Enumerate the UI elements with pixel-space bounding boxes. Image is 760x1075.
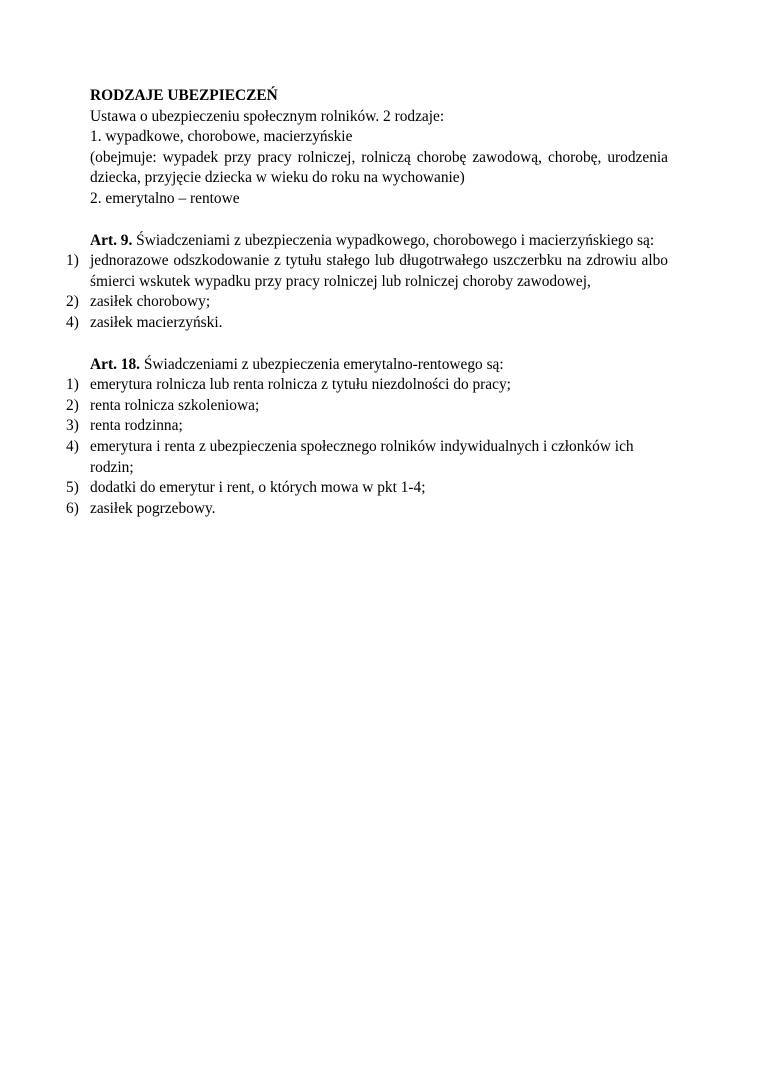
list-item-text: renta rodzinna;: [90, 417, 183, 435]
intro-line-4: 2. emerytalno – rentowe: [90, 189, 240, 207]
list-item-text: emerytura rolnicza lub renta rolnicza z tytułu niezdolności do pracy;: [90, 376, 511, 394]
article-18-heading: [90, 355, 668, 376]
list-item: [66, 375, 668, 396]
article-18-label: Art. 18.: [90, 355, 141, 373]
list-item-number: 3): [66, 417, 79, 435]
intro-line-1: Ustawa o ubezpieczeniu społecznym rolników. 2 rodzaje:: [90, 107, 445, 125]
article-9: [66, 231, 668, 334]
list-item-text: dodatki do emerytur i rent, o których mowa w pkt 1-4;: [90, 479, 426, 497]
intro-line-2: 1. wypadkowe, chorobowe, macierzyńskie: [90, 128, 353, 146]
list-item-number: 4): [66, 313, 79, 331]
article-9-heading: [90, 231, 668, 252]
list-item: [66, 499, 668, 520]
list-item-number: 2): [66, 396, 79, 414]
list-item-text: zasiłek chorobowy;: [90, 293, 211, 311]
list-item: [66, 251, 668, 292]
list-item-text: zasiłek pogrzebowy.: [90, 499, 216, 517]
list-item-text: emerytura i renta z ubezpieczenia społecznego rolników indywidualnych i członków ich rodzin;: [90, 437, 634, 476]
list-item: [66, 313, 668, 334]
article-9-label: Art. 9.: [90, 231, 133, 249]
list-item-text: renta rolnicza szkoleniowa;: [90, 396, 260, 414]
article-18-intro: Świadczeniami z ubezpieczenia emerytalno-rentowego są:: [140, 355, 504, 373]
list-item: [66, 292, 668, 313]
list-item-number: 5): [66, 479, 79, 497]
list-item-text: zasiłek macierzyński.: [90, 313, 223, 331]
list-item-number: 4): [66, 437, 79, 455]
list-item-number: 1): [66, 252, 79, 270]
article-18: [66, 355, 668, 520]
list-item-text: jednorazowe odszkodowanie z tytułu stałego lub długotrwałego uszczerbku na zdrowiu albo śmierci wskutek wypadku przy pracy rolniczej lub rolniczej choroby zawodowej,: [90, 252, 668, 290]
list-item-number: 2): [66, 293, 79, 311]
document-heading: RODZAJE UBEZPIECZEŃ: [90, 87, 278, 104]
list-item: [66, 396, 668, 417]
list-item: [66, 416, 668, 437]
list-item-number: 6): [66, 499, 79, 517]
article-9-intro: Świadczeniami z ubezpieczenia wypadkowego, chorobowego i macierzyńskiego są:: [132, 231, 655, 249]
list-item: [66, 437, 668, 478]
list-item: [66, 478, 668, 499]
intro-paragraph-obejmuje: (obejmuje: wypadek przy pracy rolniczej, rolniczą chorobę zawodową, chorobę, urodzenia dziecka, przyjęcie dziecka w wieku do roku na wychowanie): [90, 148, 668, 187]
list-item-number: 1): [66, 376, 79, 394]
